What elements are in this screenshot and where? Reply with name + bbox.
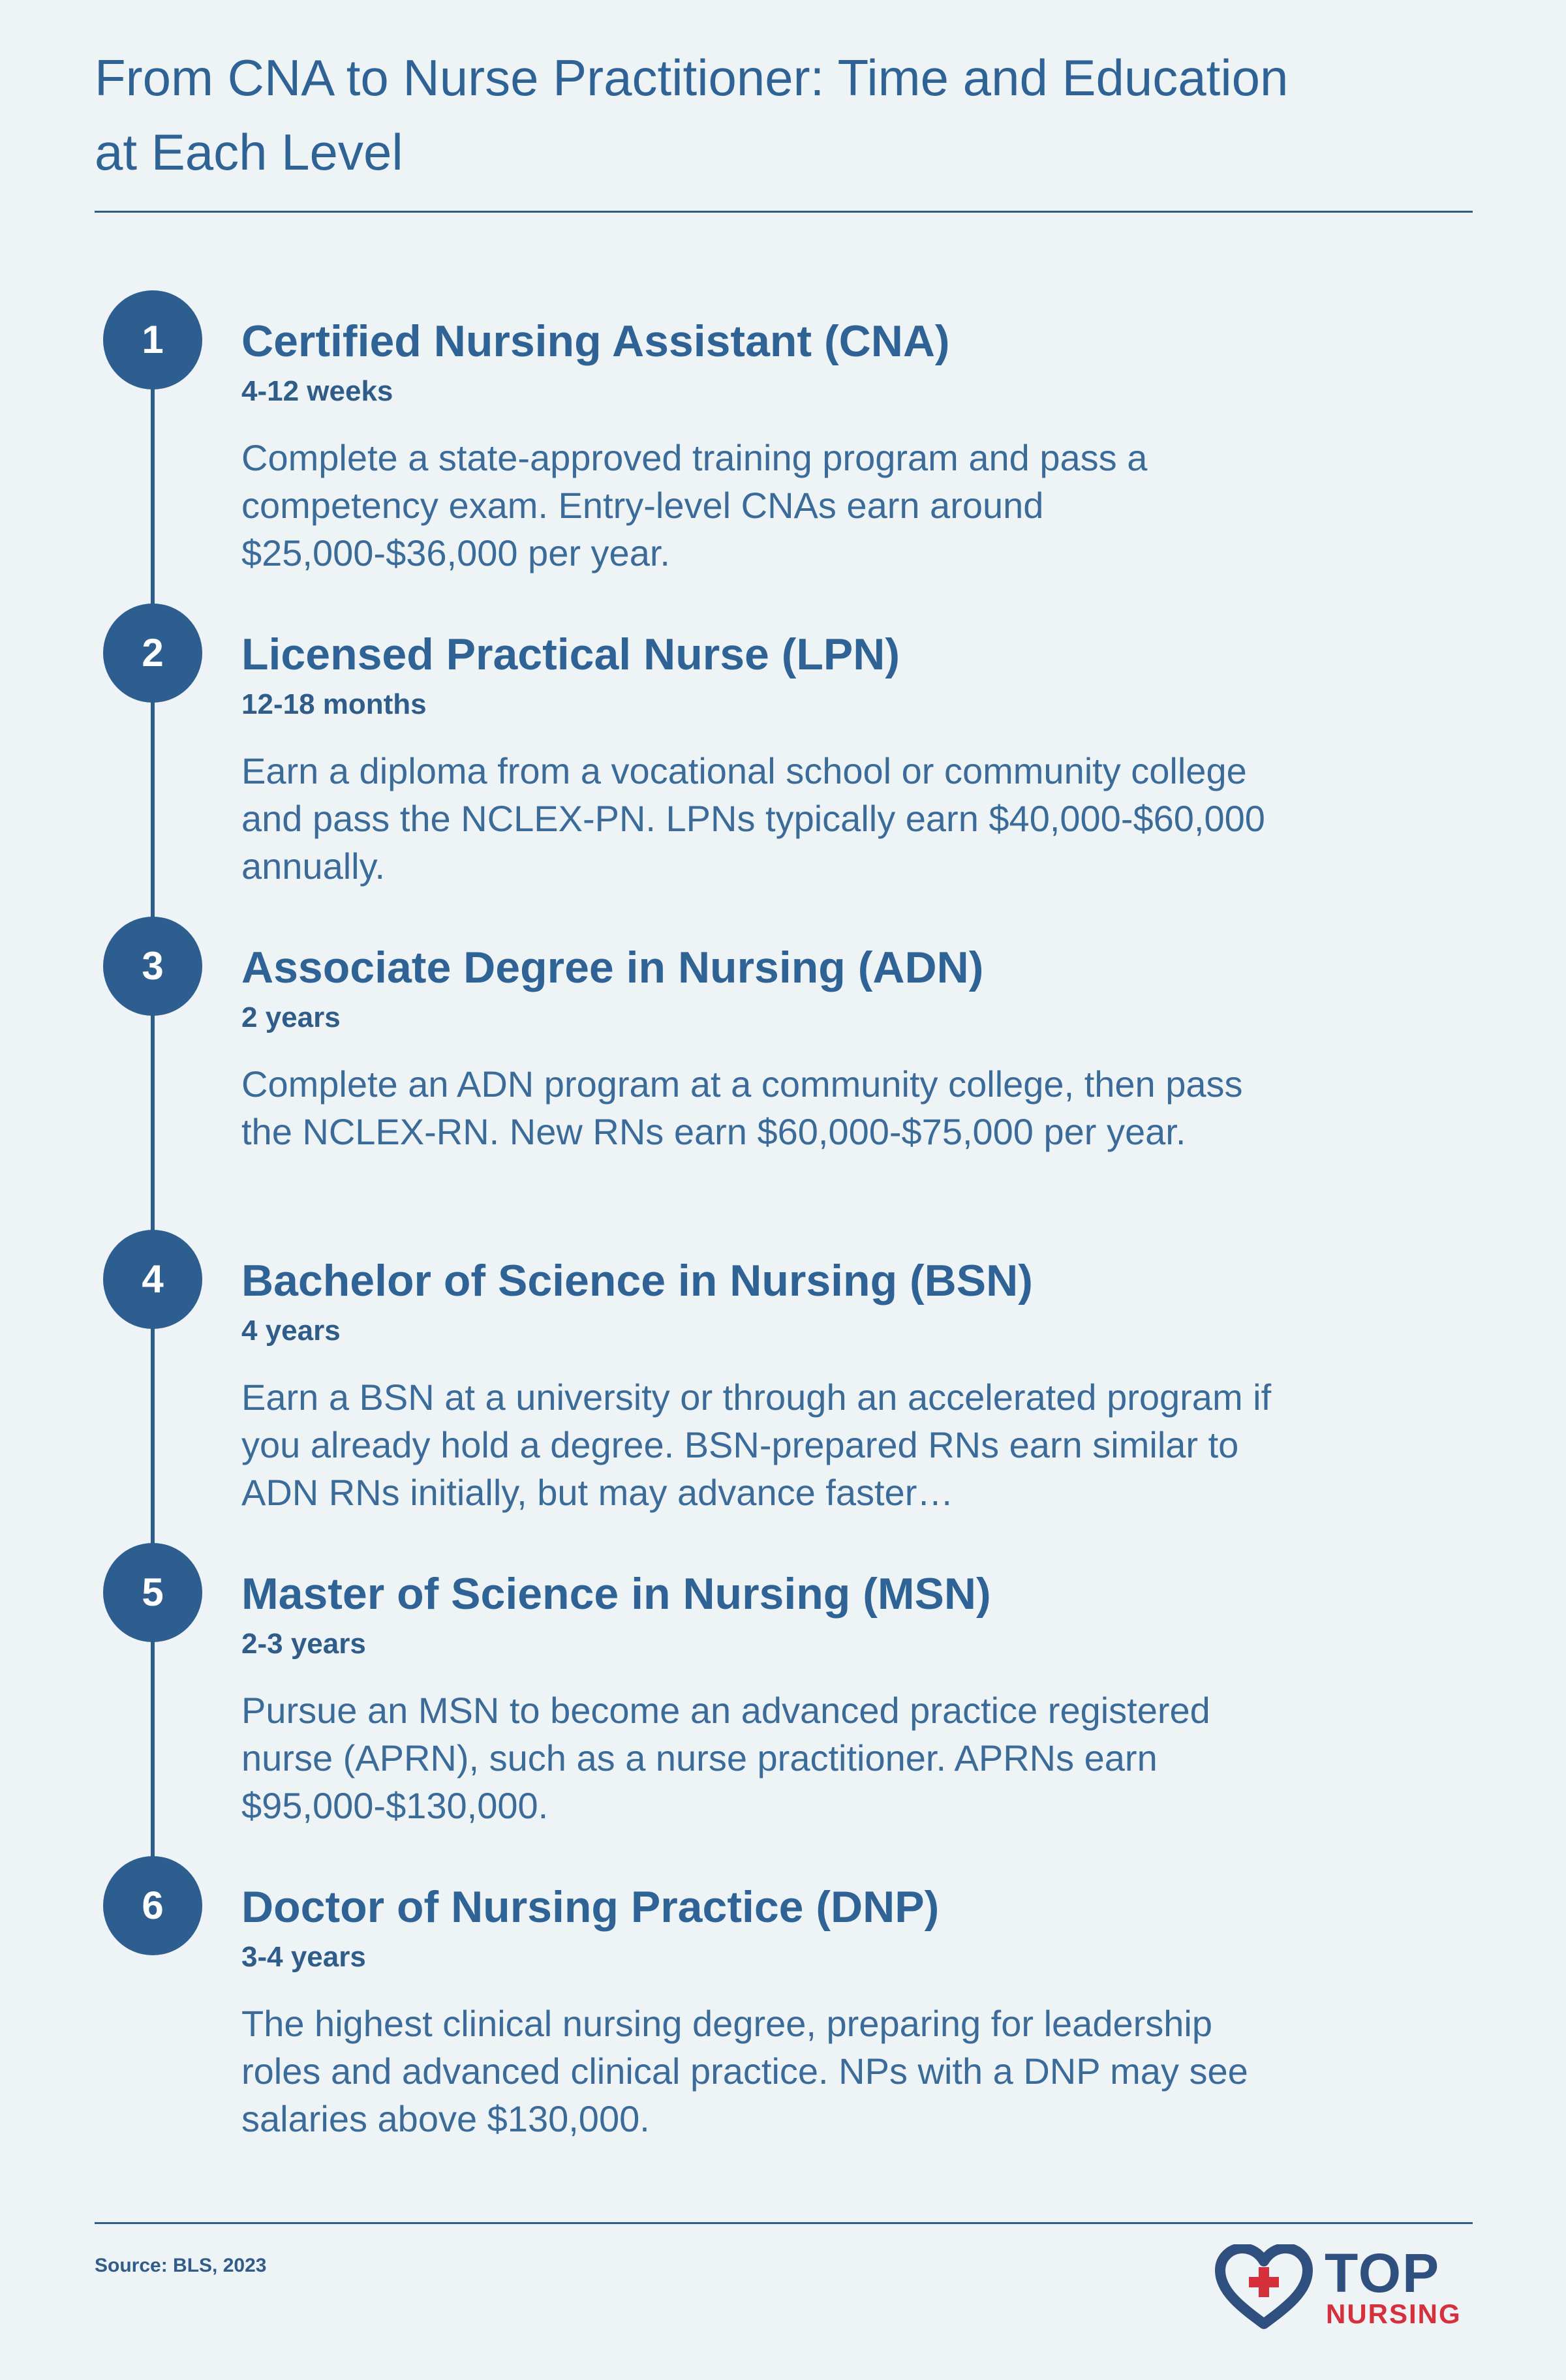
step-title: Associate Degree in Nursing (ADN) bbox=[241, 943, 984, 992]
step-duration: 3-4 years bbox=[241, 1941, 366, 1973]
step-description: Earn a diploma from a vocational school or community college and pass the NCLEX-PN. LPNs typically earn $40,000-$60,000 annually. bbox=[241, 750, 1265, 887]
timeline-line bbox=[151, 346, 155, 1912]
step-number-badge: 4 bbox=[103, 1230, 202, 1329]
step-duration: 2-3 years bbox=[241, 1628, 366, 1660]
page-title: From CNA to Nurse Practitioner: Time and Education at Each Level bbox=[95, 49, 1289, 181]
step-title: Bachelor of Science in Nursing (BSN) bbox=[241, 1256, 1033, 1305]
logo-wordmark-nursing: NURSING bbox=[1326, 2298, 1462, 2329]
top-nursing-logo bbox=[1215, 2244, 1476, 2329]
step-number-badge: 5 bbox=[103, 1543, 202, 1642]
logo-wordmark-top: TOP bbox=[1325, 2242, 1441, 2304]
heart-cross-icon bbox=[1215, 2244, 1313, 2329]
step-duration: 4 years bbox=[241, 1315, 341, 1347]
step-description: Complete a state-approved training program and pass a competency exam. Entry-level CNAs earn around $25,000-$36,000 per year. bbox=[241, 437, 1148, 573]
step-number-badge: 3 bbox=[103, 917, 202, 1016]
header-divider bbox=[95, 211, 1473, 213]
step-number-badge: 6 bbox=[103, 1856, 202, 1955]
step-description: Complete an ADN program at a community college, then pass the NCLEX-RN. New RNs earn $60,000-$75,000 per year. bbox=[241, 1063, 1243, 1152]
step-title: Master of Science in Nursing (MSN) bbox=[241, 1569, 991, 1619]
source-note: Source: BLS, 2023 bbox=[95, 2255, 267, 2276]
footer-divider bbox=[95, 2222, 1473, 2224]
step-title: Doctor of Nursing Practice (DNP) bbox=[241, 1882, 940, 1932]
step-number-badge: 2 bbox=[103, 603, 202, 703]
step-description: Earn a BSN at a university or through an accelerated program if you already hold a degree. BSN-prepared RNs earn similar to ADN RNs initially, but may advance faster… bbox=[241, 1377, 1272, 1513]
step-duration: 12-18 months bbox=[241, 688, 427, 720]
step-title: Certified Nursing Assistant (CNA) bbox=[241, 316, 950, 366]
step-title: Licensed Practical Nurse (LPN) bbox=[241, 630, 900, 679]
step-duration: 2 years bbox=[241, 1001, 341, 1033]
step-duration: 4-12 weeks bbox=[241, 375, 393, 407]
step-description: The highest clinical nursing degree, preparing for leadership roles and advanced clinical practice. NPs with a DNP may see salaries above $130,000. bbox=[241, 2003, 1248, 2139]
step-description: Pursue an MSN to become an advanced practice registered nurse (APRN), such as a nurse practitioner. APRNs earn $95,000-$130,000. bbox=[241, 1690, 1210, 1826]
step-number-badge: 1 bbox=[103, 290, 202, 389]
